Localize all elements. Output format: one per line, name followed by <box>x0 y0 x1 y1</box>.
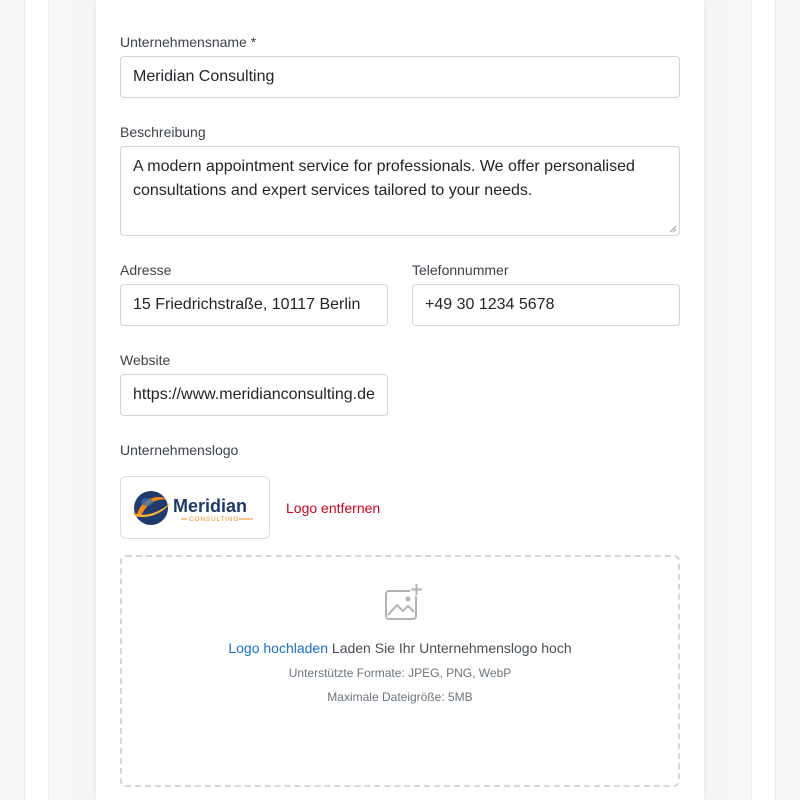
address-input[interactable]: 15 Friedrichstraße, 10117 Berlin <box>120 284 388 326</box>
upload-instruction <box>122 640 678 656</box>
image-add-icon <box>383 583 423 623</box>
logo-upload-dropzone[interactable] <box>120 555 680 787</box>
website-label: Website <box>120 352 171 368</box>
company-profile-form <box>96 0 704 800</box>
logo-preview <box>120 476 270 539</box>
max-file-size-text: Maximale Dateigröße: 5MB <box>327 690 473 704</box>
description-textarea[interactable] <box>120 146 680 236</box>
phone-label: Telefonnummer <box>412 262 509 278</box>
description-label: Beschreibung <box>120 124 206 140</box>
resize-handle-icon[interactable] <box>669 225 677 233</box>
remove-logo-link[interactable]: Logo entfernen <box>286 500 381 516</box>
svg-text:CONSULTING: CONSULTING <box>189 515 240 523</box>
address-label: Adresse <box>120 262 172 278</box>
company-name-label: Unternehmensname * <box>120 34 257 50</box>
upload-instruction-text: Laden Sie Ihr Unternehmenslogo hoch <box>331 640 572 656</box>
logo-label: Unternehmenslogo <box>120 442 239 458</box>
phone-input[interactable]: +49 30 1234 5678 <box>412 284 680 326</box>
supported-formats-text: Unterstützte Formate: JPEG, PNG, WebP <box>288 666 512 680</box>
meridian-logo <box>129 486 261 530</box>
svg-text:Meridian: Meridian <box>173 495 248 516</box>
website-input[interactable]: https://www.meridianconsulting.de <box>120 374 388 416</box>
company-name-input[interactable]: Meridian Consulting <box>120 56 680 98</box>
description-text: A modern appointment service for professionals. We offer personalised consultations and expert services tailored to your needs. <box>133 158 635 199</box>
upload-logo-link[interactable]: Logo hochladen <box>228 640 329 656</box>
